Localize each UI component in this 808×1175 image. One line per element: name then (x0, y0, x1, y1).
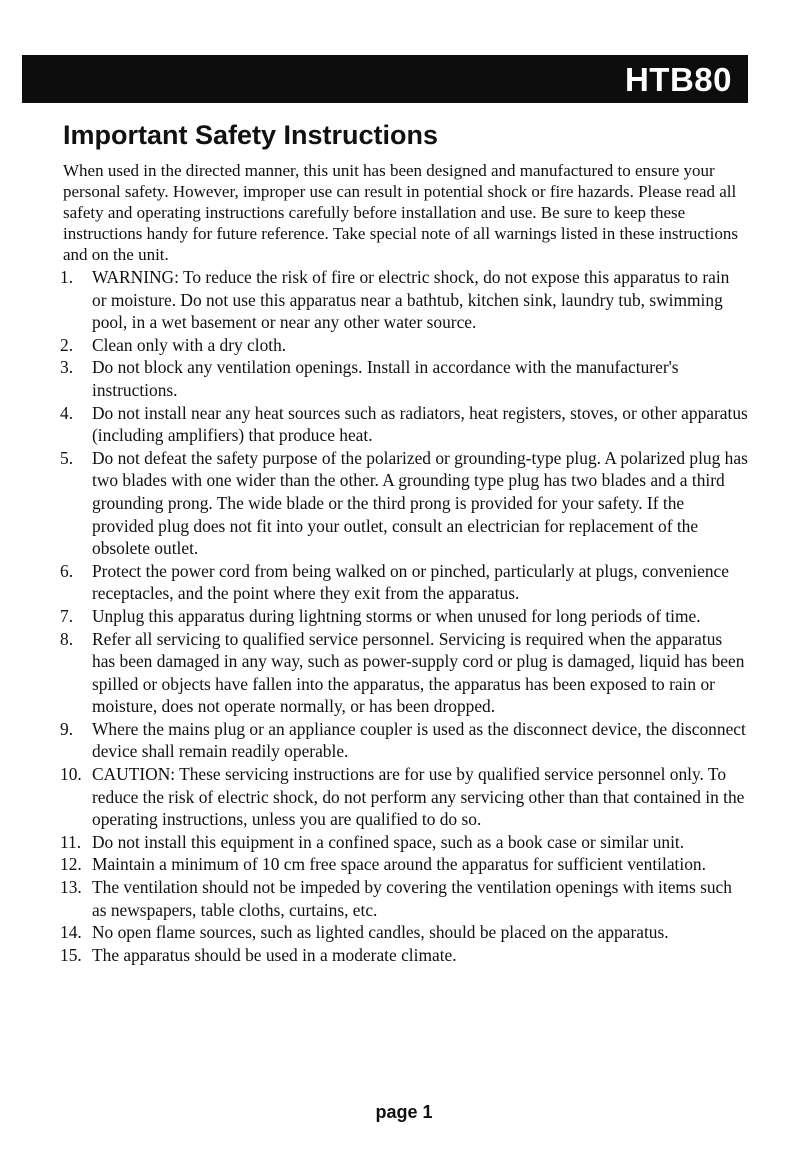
item-number: 1. (60, 267, 74, 287)
item-text: Clean only with a dry cloth. (92, 334, 287, 355)
item-number: 7. (60, 605, 74, 626)
item-text: The apparatus should be used in a moderate climate. (92, 944, 457, 965)
safety-item-15 (0, 944, 748, 967)
item-number: 11. (60, 831, 82, 852)
page-number: page 1 (375, 1102, 433, 1122)
item-number: 8. (60, 628, 74, 649)
intro-paragraph: When used in the directed manner, this unit has been designed and manufactured to ensure your personal safety. However, improper use can result in potential shock or fire hazards. Please read all safety and operating instructions carefully before installation and use. Be sure to keep these instructions handy for future reference. Take special note of all warnings listed in these instructions and on the unit. (63, 161, 738, 264)
item-text: CAUTION: These servicing instructions are for use by qualified service personnel only. To reduce the risk of electric shock, do not perform any servicing other than that contained in the operating instructions, unless you are qualified to do so. (92, 764, 745, 830)
item-number: 9. (60, 718, 74, 739)
item-text: Maintain a minimum of 10 cm free space around the apparatus for sufficient ventilation. (92, 854, 706, 875)
item-text: Do not defeat the safety purpose of the polarized or grounding-type plug. A polarized plug has two blades with one wider than the other. A grounding type plug has two blades and a third grounding prong. The wide blade or the third prong is provided for your safety. If the provided plug does not fit into your outlet, consult an electrician for replacement of the obsolete outlet. (92, 447, 748, 559)
item-number: 6. (60, 560, 74, 581)
item-number: 15. (60, 944, 82, 965)
item-number: 3. (60, 357, 74, 378)
item-number: 14. (60, 922, 82, 943)
item-number: 5. (60, 447, 74, 468)
model-label: HTB80 (624, 61, 732, 98)
item-text: Do not block any ventilation openings. Install in accordance with the manufacturer's instructions. (92, 357, 679, 400)
item-number: 13. (60, 877, 82, 898)
safety-item-10 (0, 763, 748, 831)
item-text: Refer all servicing to qualified service personnel. Servicing is required when the apparatus has been damaged in any way, such as power-supply cord or plug is damaged, liquid has been spilled or objects have fallen into the apparatus, the apparatus has been exposed to rain or moisture, does not operate normally, or has been dropped. (92, 628, 745, 717)
page-title: Important Safety Instructions (63, 120, 439, 150)
item-number: 2. (60, 334, 74, 355)
item-text: Do not install near any heat sources such as radiators, heat registers, stoves, or other apparatus (including amplifiers) that produce heat. (92, 402, 748, 446)
header-bar (22, 55, 748, 103)
item-text: Unplug this apparatus during lightning storms or when unused for long periods of time. (92, 605, 701, 626)
safety-item-4 (0, 402, 748, 447)
safety-item-5 (0, 447, 748, 560)
item-text: The ventilation should not be impeded by covering the ventilation openings with items such as newspapers, table cloths, curtains, etc. (92, 877, 732, 920)
safety-item-3 (0, 356, 748, 401)
safety-item-2 (0, 334, 748, 357)
item-number: 4. (60, 402, 74, 423)
safety-item-11 (0, 831, 748, 854)
safety-item-14 (0, 921, 748, 944)
item-text: WARNING: To reduce the risk of fire or electric shock, do not expose this apparatus to rain or moisture. Do not use this apparatus near a bathtub, kitchen sink, laundry tub, swimming pool, in a wet basement or near any other water source. (92, 267, 730, 333)
safety-item-9 (0, 718, 748, 763)
safety-item-7 (0, 605, 748, 628)
safety-item-8 (0, 628, 748, 718)
item-text: No open flame sources, such as lighted candles, should be placed on the apparatus. (92, 922, 669, 943)
item-number: 10. (60, 764, 82, 785)
item-text: Do not install this equipment in a confined space, such as a book case or similar unit. (92, 831, 685, 852)
safety-item-13 (0, 876, 748, 921)
item-text: Protect the power cord from being walked on or pinched, particularly at plugs, convenience receptacles, and the point where they exit from the apparatus. (92, 560, 729, 604)
item-number: 12. (60, 854, 82, 875)
item-text: Where the mains plug or an appliance coupler is used as the disconnect device, the disconnect device shall remain readily operable. (92, 718, 746, 762)
safety-instructions-list (0, 266, 808, 966)
safety-item-6 (0, 560, 748, 605)
safety-item-12 (0, 853, 748, 876)
safety-item-1 (0, 266, 748, 334)
